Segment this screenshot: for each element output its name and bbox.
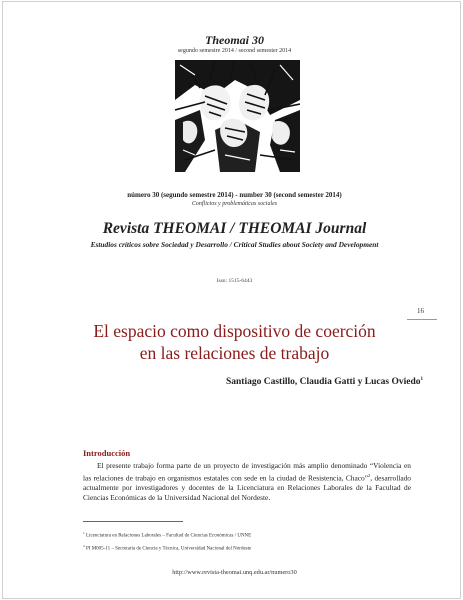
footnote-mark[interactable]: 2 <box>368 472 371 478</box>
paragraph-text: El presente trabajo forma parte de un proyecto de investigación más amplio denominado “Violencia en las relaciones de trabajo en organismos estatales con sede en la ciudad de Resistencia, Chaco” <box>83 461 411 483</box>
footnote-divider <box>83 521 183 522</box>
journal-title: Revista THEOMAI / THEOMAI Journal <box>102 220 367 237</box>
journal-name: Theomai 30 <box>205 33 264 47</box>
footnote-number: 2 <box>83 544 85 548</box>
page <box>2 1 461 599</box>
footnote-2 <box>83 544 251 552</box>
footnote-text: PI M005-11 – Secretaría de Ciencia y Técnica, Universidad Nacional del Nordeste <box>84 546 252 552</box>
issue-subtitle: Conflictos y problemáticas sociales <box>191 201 278 207</box>
journal-subtitle: Estudios críticos sobre Sociedad y Desarrollo / Critical Studies about Society and Development <box>90 240 379 249</box>
author-names: Santiago Castillo, Claudia Gatti y Lucas Oviedo <box>225 377 421 388</box>
article-title-line-1: El espacio como dispositivo de coerción <box>93 321 376 341</box>
introduction-paragraph <box>83 461 411 503</box>
article-title-line-2: en las relaciones de trabajo <box>139 343 330 363</box>
page-number: 16 <box>417 307 424 315</box>
section-heading-introduction: Introducción <box>83 448 131 458</box>
semester-line: segundo semestre 2014 / second semester 2014 <box>177 48 292 54</box>
article-title <box>43 320 426 364</box>
issn: Issn: 1515-6443 <box>216 278 253 284</box>
footer-url[interactable]: http://www.revista-theomai.unq.edu.ar/numero30 <box>172 569 297 576</box>
footnote-number: 1 <box>83 531 85 535</box>
footnote-1 <box>83 531 251 539</box>
authors <box>226 377 423 387</box>
footnote-text: Licenciatura en Relaciones Laborales – Facultad de Ciencias Económicas / UNNE <box>84 533 252 539</box>
issue-line: número 30 (segundo semestre 2014) - number 30 (second semester 2014) <box>127 191 342 199</box>
woodcut-illustration <box>175 60 300 172</box>
author-footnote-mark[interactable]: 1 <box>420 377 423 382</box>
paragraph-text: , desarrollado actualmente por investigadores y docentes de la Licenciatura en Relaciones Laborales de la Facultad de Ciencias Económicas de la Universidad Nacional del Nordeste. <box>83 473 411 502</box>
